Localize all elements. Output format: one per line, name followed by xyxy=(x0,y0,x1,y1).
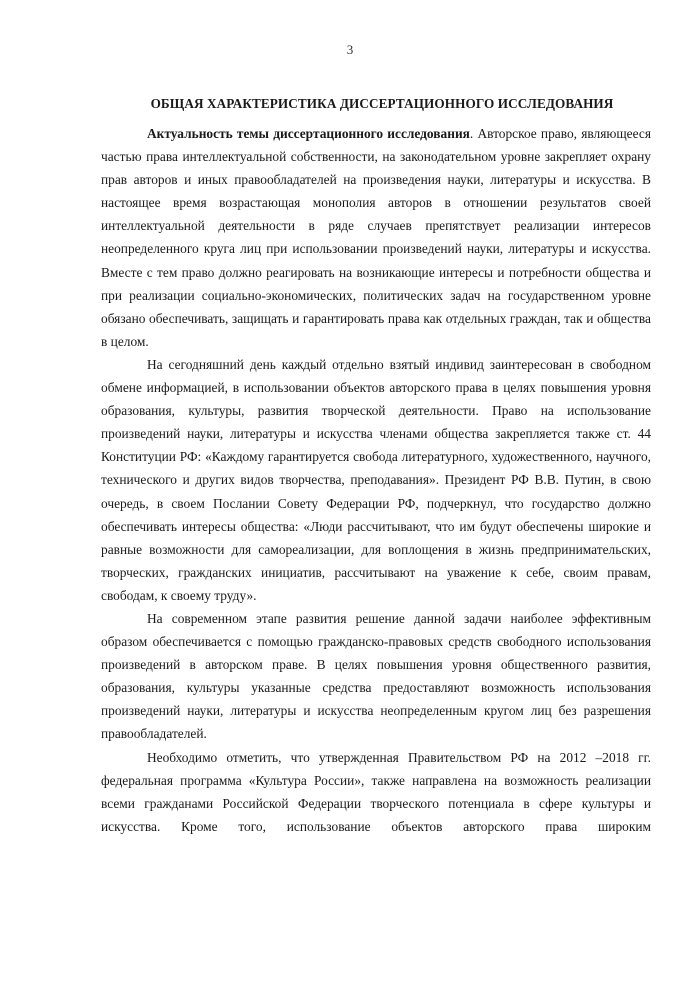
paragraph-information-exchange xyxy=(101,353,651,607)
paragraph-text: . Авторское право, являющееся частью права интеллектуальной собственности, на законодательном уровне закрепляет охрану прав авторов и иных правообладателей на произведения науки, литературы и искусства. В настоящее время возрастающая монополия авторов в отношении результатов своей интеллектуальной деятельности в ряде случаев препятствует реализации интересов неопределенного круга лиц при использовании произведений науки, литературы и искусства. Вместе с тем право должно реагировать на возникающие интересы и потребности общества и при реализации социально-экономических, политических задач на государственном уровне обязано обеспечивать, защищать и гарантировать права как отдельных граждан, так и общества в целом. xyxy=(101,126,651,349)
paragraph-lead: Актуальность темы диссертационного исследования xyxy=(147,126,470,141)
paragraph-free-use xyxy=(101,607,651,746)
section-heading: ОБЩАЯ ХАРАКТЕРИСТИКА ДИССЕРТАЦИОННОГО ИССЛЕДОВАНИЯ xyxy=(150,96,614,111)
body-text xyxy=(101,122,651,838)
page-number: 3 xyxy=(346,42,354,57)
paragraph-program xyxy=(101,746,651,838)
paragraph-relevance xyxy=(101,122,651,353)
paragraph-text: На современном этапе развития решение данной задачи наиболее эффективным образом обеспечивается с помощью гражданско-правовых средств свободного использования произведений в авторском праве. В целях повышения уровня общественного развития, образования, культуры указанные средства предоставляют возможность использования произведений науки, литературы и искусства неопределенным кругом лиц без разрешения правообладателей. xyxy=(101,610,651,742)
paragraph-text: На сегодняшний день каждый отдельно взятый индивид заинтересован в свободном обмене информацией, в использовании объектов авторского права в целях повышения уровня образования, культуры, развития творческой деятельности. Право на использование произведений науки, литературы и искусства членами общества закрепляется также ст. 44 Конституции РФ: «Каждому гарантируется свобода литературного, художественного, научного, технического и других видов творчества, преподавания». Президент РФ В.В. Путин, в свою очередь, в своем Послании Совету Федерации РФ, подчеркнул, что государство должно обеспечивать интересы общества: «Люди рассчитывают, что им будут обеспечены широкие и равные возможности для самореализации, для воплощения в жизнь предпринимательских, творческих, гражданских инициатив, рассчитывают на уважение к себе, своим правам, свободам, к своему труду». xyxy=(101,356,651,603)
paragraph-text: Необходимо отметить, что утвержденная Правительством РФ на 2012 –2018 гг. федеральная программа «Культура России», также направлена на возможность реализации всеми гражданами Российской Федерации творческого потенциала в сфере культуры и искусства. Кроме того, использование объектов авторского права широким xyxy=(101,749,651,834)
